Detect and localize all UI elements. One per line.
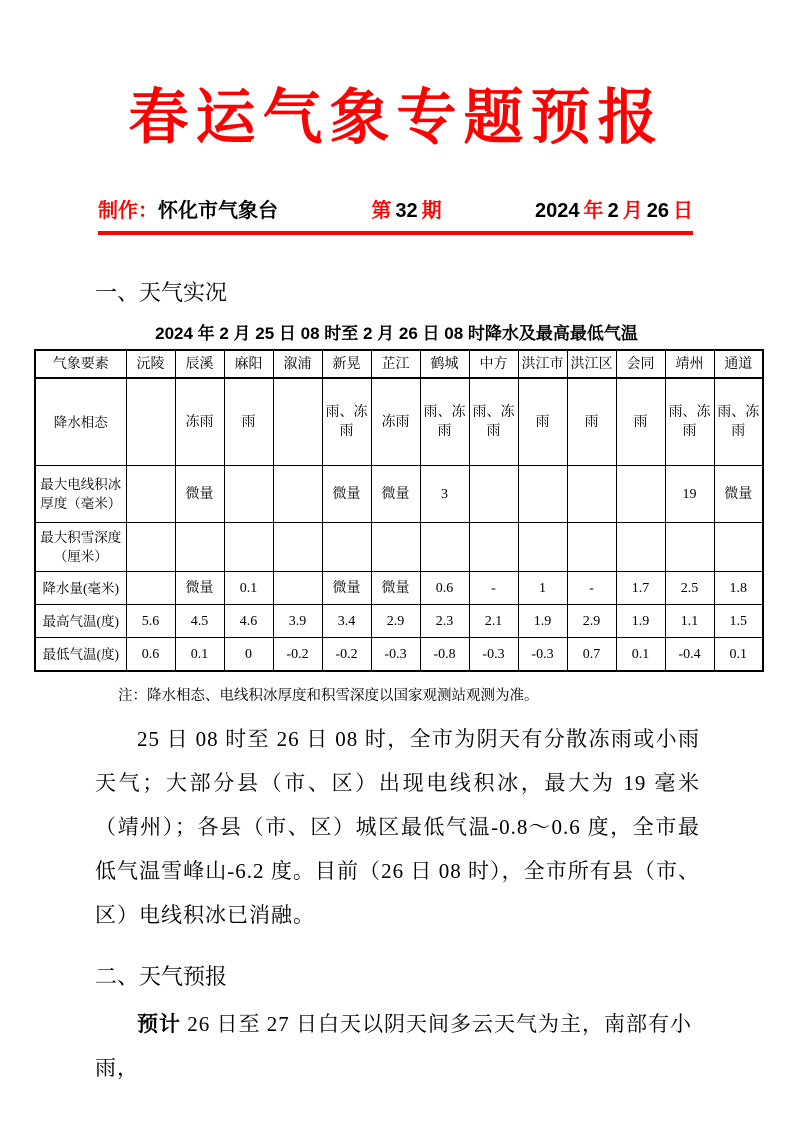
table-cell: 0.6 bbox=[126, 638, 175, 672]
column-header-station: 通道 bbox=[714, 350, 763, 378]
issue-date bbox=[535, 198, 693, 224]
table-cell: 雨 bbox=[616, 378, 665, 466]
table-cell: 4.6 bbox=[224, 605, 273, 638]
table-cell bbox=[224, 466, 273, 523]
table-cell bbox=[567, 523, 616, 572]
weather-report-paragraph: 25 日 08 时至 26 日 08 时，全市为阴天有分散冻雨或小雨天气；大部分县（市、区）出现电线积冰，最大为 19 毫米（靖州）；各县（市、区）城区最低气温-0.8～0.6 度，全市最低气温雪峰山-6.2 度。目前（26 日 08 时），全市所有县（市、区）电线积冰已消融。 bbox=[95, 727, 700, 927]
table-cell bbox=[126, 523, 175, 572]
row-label: 降水相态 bbox=[35, 378, 126, 466]
issue-prefix: 第 bbox=[371, 200, 392, 222]
table-row bbox=[35, 523, 763, 572]
table-cell: 0.6 bbox=[420, 572, 469, 605]
table-cell: -0.4 bbox=[665, 638, 714, 672]
table-cell: 3.9 bbox=[273, 605, 322, 638]
table-cell: 0.1 bbox=[616, 638, 665, 672]
table-cell bbox=[126, 466, 175, 523]
table-cell: 0.1 bbox=[714, 638, 763, 672]
table-cell: 2.1 bbox=[469, 605, 518, 638]
table-cell bbox=[175, 523, 224, 572]
table-cell: - bbox=[567, 572, 616, 605]
table-cell: -0.2 bbox=[273, 638, 322, 672]
table-header-row bbox=[35, 350, 763, 378]
table-cell: 1.8 bbox=[714, 572, 763, 605]
column-header-element: 气象要素 bbox=[35, 350, 126, 378]
column-header-station: 靖州 bbox=[665, 350, 714, 378]
table-cell: 0.1 bbox=[175, 638, 224, 672]
table-row bbox=[35, 466, 763, 523]
table-row bbox=[35, 572, 763, 605]
table-cell bbox=[322, 523, 371, 572]
table-cell: 冻雨 bbox=[175, 378, 224, 466]
table-cell: 微量 bbox=[322, 466, 371, 523]
forecast-paragraph bbox=[95, 1002, 700, 1090]
producer-label: 制作： bbox=[98, 200, 158, 222]
table-body bbox=[35, 378, 763, 671]
table-cell: 3.4 bbox=[322, 605, 371, 638]
table-row bbox=[35, 638, 763, 672]
date-month: 2 bbox=[607, 200, 619, 222]
row-label: 最高气温(度) bbox=[35, 605, 126, 638]
table-cell: 0.7 bbox=[567, 638, 616, 672]
table-cell: - bbox=[469, 572, 518, 605]
column-header-station: 芷江 bbox=[371, 350, 420, 378]
date-month-unit: 月 bbox=[622, 200, 643, 222]
table-cell bbox=[567, 466, 616, 523]
table-cell: -0.8 bbox=[420, 638, 469, 672]
table-cell: -0.3 bbox=[518, 638, 567, 672]
column-header-station: 新晃 bbox=[322, 350, 371, 378]
table-cell: 4.5 bbox=[175, 605, 224, 638]
masthead bbox=[98, 198, 693, 224]
table-cell: 雨、冻雨 bbox=[322, 378, 371, 466]
row-label: 最低气温(度) bbox=[35, 638, 126, 672]
issue-number-line bbox=[371, 198, 441, 224]
table-cell: 1.7 bbox=[616, 572, 665, 605]
table-cell: 微量 bbox=[371, 572, 420, 605]
table-cell bbox=[665, 523, 714, 572]
issue-suffix: 期 bbox=[421, 200, 442, 222]
table-cell: 2.9 bbox=[567, 605, 616, 638]
table-cell bbox=[420, 523, 469, 572]
section-heading-forecast: 二、天气预报 bbox=[95, 964, 228, 989]
table-cell: 2.3 bbox=[420, 605, 469, 638]
date-day-unit: 日 bbox=[672, 200, 693, 222]
column-header-station: 洪江市 bbox=[518, 350, 567, 378]
table-cell: 雨 bbox=[518, 378, 567, 466]
column-header-station: 中方 bbox=[469, 350, 518, 378]
table-cell: 3 bbox=[420, 466, 469, 523]
row-label: 最大积雪深度（厘米） bbox=[35, 523, 126, 572]
weather-observation-table bbox=[34, 349, 764, 672]
table-cell: 2.5 bbox=[665, 572, 714, 605]
table-cell: 0.1 bbox=[224, 572, 273, 605]
row-label: 最大电线积冰厚度（毫米） bbox=[35, 466, 126, 523]
table-cell bbox=[518, 523, 567, 572]
table-cell: 0 bbox=[224, 638, 273, 672]
date-day: 26 bbox=[646, 200, 669, 222]
table-cell: 19 bbox=[665, 466, 714, 523]
section-heading-weather-report: 一、天气实况 bbox=[95, 280, 228, 305]
issue-number: 32 bbox=[395, 200, 418, 222]
table-cell: 微量 bbox=[175, 572, 224, 605]
column-header-station: 麻阳 bbox=[224, 350, 273, 378]
column-header-station: 鹤城 bbox=[420, 350, 469, 378]
table-cell: 雨、冻雨 bbox=[665, 378, 714, 466]
table-cell: 2.9 bbox=[371, 605, 420, 638]
table-cell: 微量 bbox=[175, 466, 224, 523]
table-cell bbox=[469, 466, 518, 523]
table-cell: 5.6 bbox=[126, 605, 175, 638]
table-cell: 微量 bbox=[714, 466, 763, 523]
table-cell bbox=[273, 378, 322, 466]
producer-line bbox=[98, 198, 278, 224]
table-note: 注：降水相态、电线积冰厚度和积雪深度以国家观测站观测为准。 bbox=[118, 688, 539, 704]
table-cell: -0.3 bbox=[469, 638, 518, 672]
table-row bbox=[35, 378, 763, 466]
table-cell: 1.9 bbox=[616, 605, 665, 638]
forecast-text: 26 日至 27 日白天以阴天间多云天气为主，南部有小雨， bbox=[95, 1012, 692, 1080]
table-cell bbox=[469, 523, 518, 572]
column-header-station: 沅陵 bbox=[126, 350, 175, 378]
table-cell: 雨 bbox=[224, 378, 273, 466]
table-cell bbox=[273, 466, 322, 523]
table-cell bbox=[126, 378, 175, 466]
date-year: 2024 bbox=[535, 200, 580, 222]
table-cell: -0.3 bbox=[371, 638, 420, 672]
table-cell: 雨、冻雨 bbox=[469, 378, 518, 466]
table-cell bbox=[371, 523, 420, 572]
table-cell: 冻雨 bbox=[371, 378, 420, 466]
table-cell bbox=[273, 523, 322, 572]
table-cell bbox=[616, 523, 665, 572]
document-title: 春运气象专题预报 bbox=[128, 85, 665, 151]
table-cell: 雨、冻雨 bbox=[714, 378, 763, 466]
table-cell: -0.2 bbox=[322, 638, 371, 672]
red-divider-rule bbox=[98, 231, 693, 235]
table-cell: 1.9 bbox=[518, 605, 567, 638]
table-cell: 雨 bbox=[567, 378, 616, 466]
producer-name: 怀化市气象台 bbox=[158, 200, 278, 222]
table-cell bbox=[224, 523, 273, 572]
table-cell: 雨、冻雨 bbox=[420, 378, 469, 466]
date-year-unit: 年 bbox=[583, 200, 604, 222]
table-cell bbox=[273, 572, 322, 605]
table-cell bbox=[616, 466, 665, 523]
table-cell bbox=[518, 466, 567, 523]
table-cell: 1.1 bbox=[665, 605, 714, 638]
row-label: 降水量(毫米) bbox=[35, 572, 126, 605]
table-title: 2024 年 2 月 25 日 08 时至 2 月 26 日 08 时降水及最高最低气温 bbox=[155, 324, 638, 343]
column-header-station: 辰溪 bbox=[175, 350, 224, 378]
table-cell: 1.5 bbox=[714, 605, 763, 638]
table-cell: 微量 bbox=[322, 572, 371, 605]
column-header-station: 洪江区 bbox=[567, 350, 616, 378]
column-header-station: 溆浦 bbox=[273, 350, 322, 378]
forecast-lead: 预计 bbox=[137, 1012, 181, 1036]
table-cell bbox=[126, 572, 175, 605]
table-cell: 微量 bbox=[371, 466, 420, 523]
table-row bbox=[35, 605, 763, 638]
table-cell: 1 bbox=[518, 572, 567, 605]
column-header-station: 会同 bbox=[616, 350, 665, 378]
table-cell bbox=[714, 523, 763, 572]
